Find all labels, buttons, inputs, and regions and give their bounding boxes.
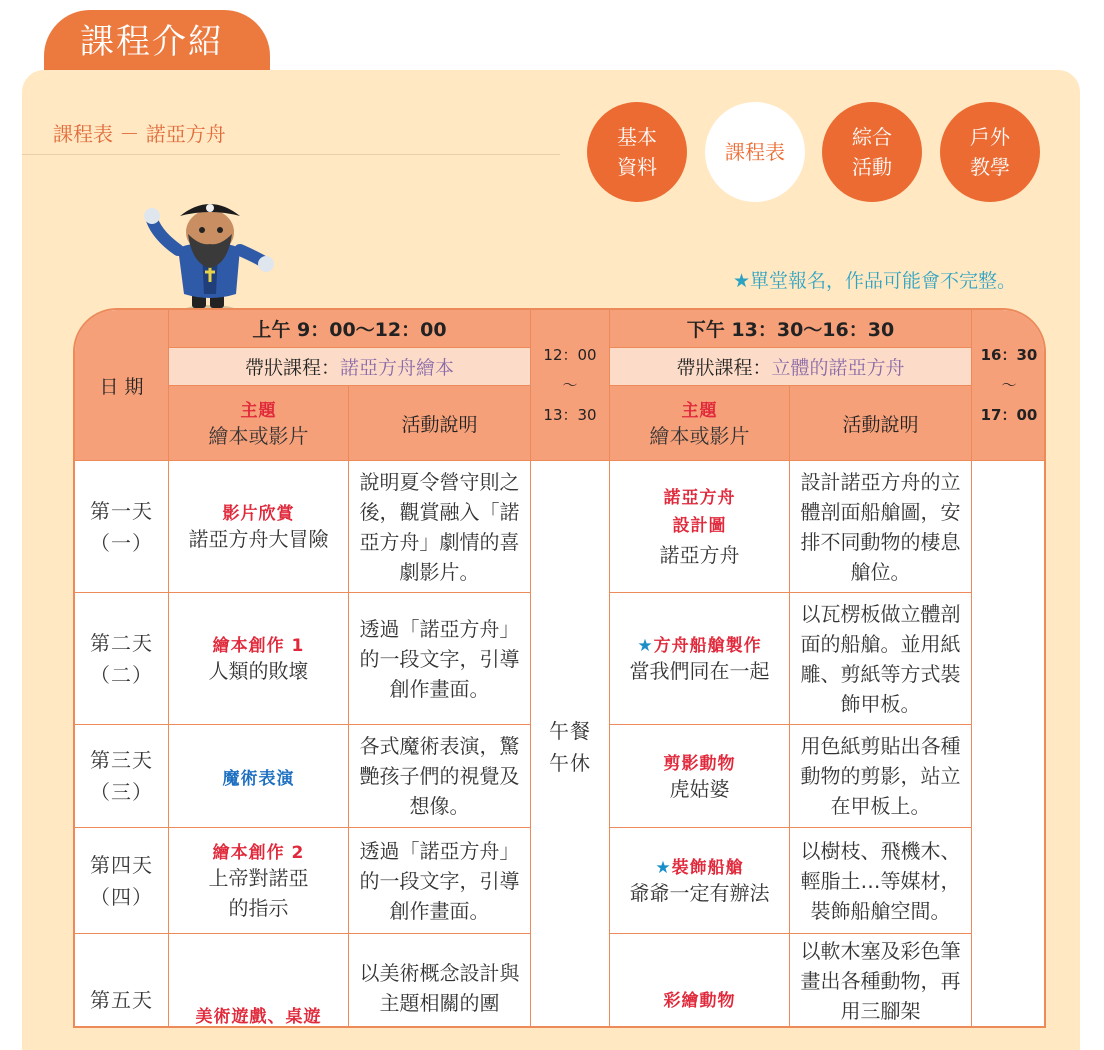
nav-basic-info-button[interactable]: 基本 資料 — [587, 102, 687, 202]
afternoon-theme-cell: ★裝飾船艙 爺爺一定有辦法 — [610, 828, 790, 934]
morning-activity-cell: 以美術概念設計與主題相關的團 — [349, 934, 531, 1028]
nav-activities-button[interactable]: 綜合 活動 — [822, 102, 922, 202]
afternoon-theme-cell: 彩繪動物 — [610, 934, 790, 1028]
afternoon-activity-cell: 以樹枝、飛機木、輕脂土…等媒材，裝飾船艙空間。 — [790, 828, 972, 934]
lunch-cell: 午餐 午休 — [531, 461, 610, 1028]
nav-schedule-button[interactable]: 課程表 — [705, 102, 805, 202]
section-subtitle: 課程表 － 諾亞方舟 — [53, 122, 226, 146]
afternoon-theme-cell: ★方舟船艙製作 當我們同在一起 — [610, 593, 790, 725]
morning-activity-cell: 各式魔術表演，驚艷孩子們的視覺及想像。 — [349, 725, 531, 828]
page-title: 課程介紹 — [44, 10, 270, 74]
day-cell: 第二天 （二） — [75, 593, 169, 725]
afternoon-activity-cell: 用色紙剪貼出各種動物的剪影，站立在甲板上。 — [790, 725, 972, 828]
morning-theme-cell: 影片欣賞 諾亞方舟大冒險 — [169, 461, 349, 593]
day-cell: 第一天 （一） — [75, 461, 169, 593]
morning-theme-cell: 繪本創作 2 上帝對諾亞 的指示 — [169, 828, 349, 934]
afternoon-theme-header: 主題 繪本或影片 — [610, 386, 790, 461]
noon-time-header: 12：00 ～ 13：30 — [531, 310, 610, 461]
afternoon-theme-cell: 諾亞方舟 設計圖 諾亞方舟 — [610, 461, 790, 593]
divider — [22, 154, 560, 155]
morning-band-header: 帶狀課程：諾亞方舟繪本 — [169, 348, 531, 386]
afternoon-time-header: 下午 13：30～16：30 — [610, 310, 972, 348]
afternoon-activity-cell: 以瓦楞板做立體剖面的船艙。並用紙雕、剪紙等方式裝飾甲板。 — [790, 593, 972, 725]
morning-activity-cell: 透過「諾亞方舟」的一段文字，引導創作畫面。 — [349, 593, 531, 725]
star-icon: ★ — [637, 636, 654, 656]
pirate-mascot-image — [140, 186, 280, 316]
registration-note: ★單堂報名，作品可能會不完整。 — [732, 270, 1016, 292]
morning-theme-cell: 繪本創作 1 人類的敗壞 — [169, 593, 349, 725]
morning-activity-header: 活動說明 — [349, 386, 531, 461]
day-cell: 第四天 （四） — [75, 828, 169, 934]
morning-theme-cell: 美術遊戲、桌遊 — [169, 934, 349, 1028]
course-schedule-table — [73, 308, 1046, 1028]
end-time-empty-cell — [972, 461, 1046, 1028]
morning-activity-cell: 說明夏令營守則之後，觀賞融入「諾亞方舟」劇情的喜劇影片。 — [349, 461, 531, 593]
morning-activity-cell: 透過「諾亞方舟」的一段文字，引導創作畫面。 — [349, 828, 531, 934]
afternoon-activity-cell: 設計諾亞方舟的立體剖面船艙圖，安排不同動物的棲息艙位。 — [790, 461, 972, 593]
nav-outdoor-button[interactable]: 戶外 教學 — [940, 102, 1040, 202]
morning-theme-header: 主題 繪本或影片 — [169, 386, 349, 461]
afternoon-activity-header: 活動說明 — [790, 386, 972, 461]
afternoon-activity-cell: 以軟木塞及彩色筆畫出各種動物，再用三腳架 — [790, 934, 972, 1028]
day-cell: 第五天 — [75, 934, 169, 1028]
end-time-header: 16：30 ～ 17：00 — [972, 310, 1046, 461]
morning-theme-cell: 魔術表演 — [169, 725, 349, 828]
date-header: 日 期 — [75, 310, 169, 461]
day-cell: 第三天 （三） — [75, 725, 169, 828]
afternoon-band-header: 帶狀課程：立體的諾亞方舟 — [610, 348, 972, 386]
morning-time-header: 上午 9：00～12：00 — [169, 310, 531, 348]
star-icon: ★ — [655, 858, 672, 878]
afternoon-theme-cell: 剪影動物 虎姑婆 — [610, 725, 790, 828]
